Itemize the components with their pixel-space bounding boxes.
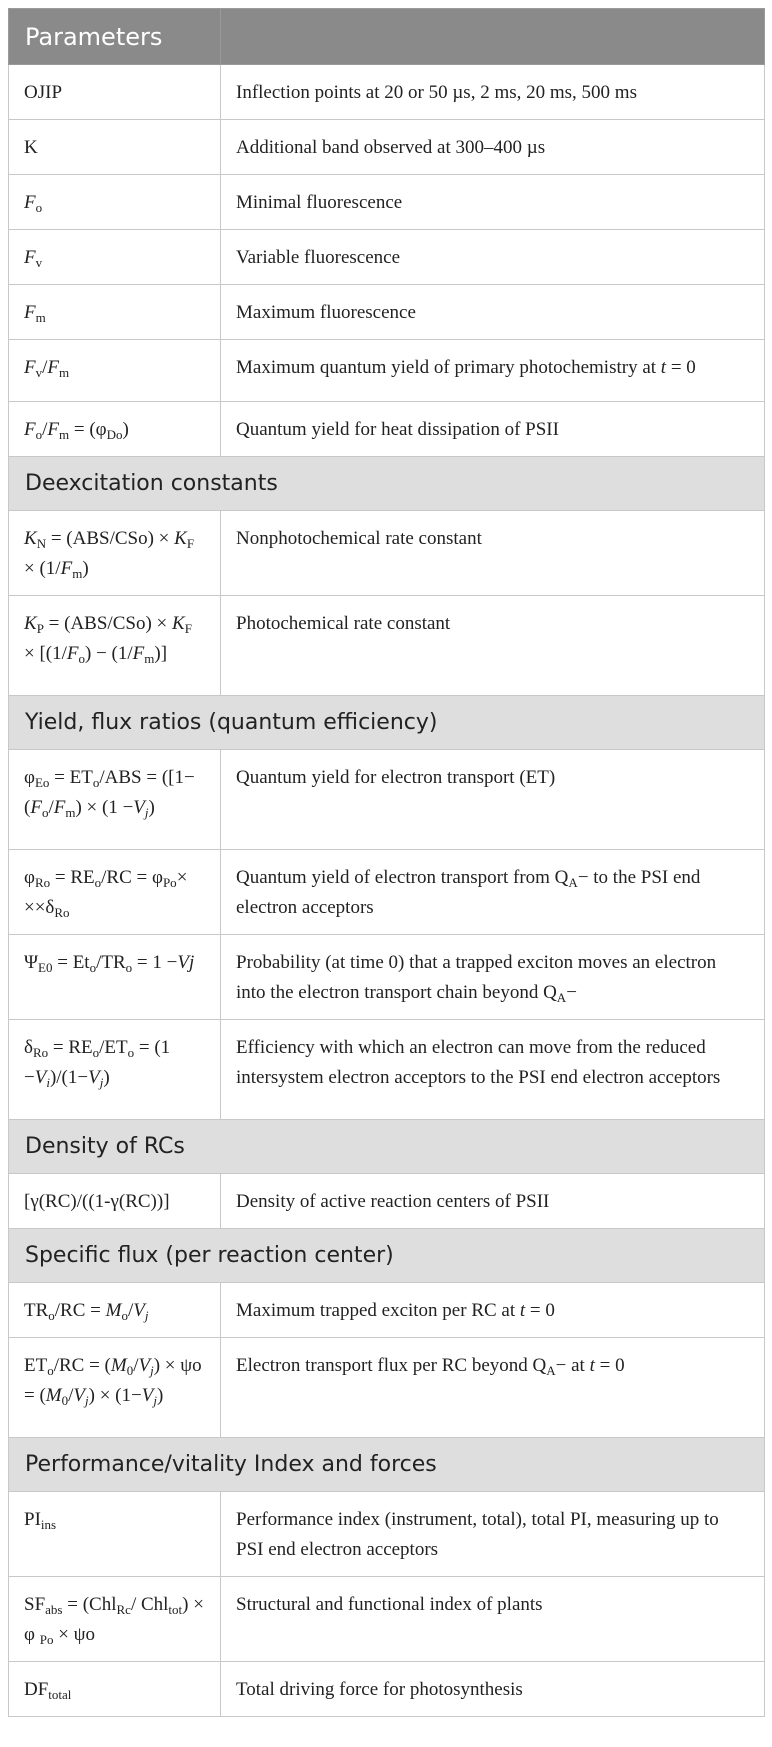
table-row: [9, 750, 765, 850]
table-row: [9, 511, 765, 596]
section-label: Specific flux (per reaction center): [9, 1229, 765, 1283]
parameter-cell: $\delta_{Ro} = RE_o/ET_o = (1 -V_i)/(1-V_j)$: [9, 1020, 221, 1120]
description-cell: Photochemical rate constant: [221, 596, 765, 696]
table-header-row: [9, 9, 765, 65]
parameter-cell: $F_v$: [9, 230, 221, 285]
parameter-cell: $K_P = (ABS/CSo) \times K_F \times [(1/F_o) - (1/F_m)]$: [9, 596, 221, 696]
parameter-cell: $\Psi_{E0} = Et_o/TR_o = 1 -Vj$: [9, 935, 221, 1020]
description-cell: Performance index (instrument, total), total PI, measuring up to PSI end electron acceptors: [221, 1492, 765, 1577]
table-row: [9, 175, 765, 230]
description-cell: Quantum yield for electron transport (ET): [221, 750, 765, 850]
parameter-cell: $PI_{ins}$: [9, 1492, 221, 1577]
description-cell: Probability (at time 0) that a trapped exciton moves an electron into the electron transport chain beyond $Q_A-$: [221, 935, 765, 1020]
description-cell: Electron transport flux per RC beyond $Q_A-$ at t = 0: [221, 1338, 765, 1438]
section-label: Deexcitation constants: [9, 457, 765, 511]
section-row: [9, 457, 765, 511]
description-cell: Maximum fluorescence: [221, 285, 765, 340]
description-cell: Inflection points at 20 or 50 µs, 2 ms, 20 ms, 500 ms: [221, 65, 765, 120]
parameter-cell: $F_v/F_m$: [9, 340, 221, 402]
table-row: [9, 285, 765, 340]
description-cell: Nonphotochemical rate constant: [221, 511, 765, 596]
table-row: [9, 850, 765, 935]
parameter-cell: OJIP: [9, 65, 221, 120]
description-cell: Quantum yield for heat dissipation of PSII: [221, 402, 765, 457]
parameter-cell: $F_m$: [9, 285, 221, 340]
parameter-cell: $TR_o/RC = M_o/V_j$: [9, 1283, 221, 1338]
parameter-cell: $ET_o/RC = (M_0/V_j) \times \psi o = (M_0/V_j) \times (1-V_j)$: [9, 1338, 221, 1438]
section-label: Yield, flux ratios (quantum efficiency): [9, 696, 765, 750]
description-cell: Maximum quantum yield of primary photochemistry at t = 0: [221, 340, 765, 402]
parameter-cell: $\varphi_{Eo} = ET_o/ABS = ([1-(F_o/F_m) \times (1 -V_j)$: [9, 750, 221, 850]
header-parameters: Parameters: [9, 9, 221, 65]
description-cell: Minimal fluorescence: [221, 175, 765, 230]
parameter-cell: $F_o$: [9, 175, 221, 230]
section-label: Density of RCs: [9, 1120, 765, 1174]
parameter-cell: K: [9, 120, 221, 175]
description-cell: Additional band observed at 300–400 µs: [221, 120, 765, 175]
parameter-cell: $\varphi_{Ro} = RE_o/RC = \varphi_{Po}\times \times\times\delta_{Ro}$: [9, 850, 221, 935]
table-row: [9, 1492, 765, 1577]
section-label: Performance/vitality Index and forces: [9, 1438, 765, 1492]
table-row: [9, 1338, 765, 1438]
description-cell: Density of active reaction centers of PSII: [221, 1174, 765, 1229]
section-row: [9, 1120, 765, 1174]
table-row: [9, 1020, 765, 1120]
table-row: [9, 1174, 765, 1229]
description-cell: Maximum trapped exciton per RC at t = 0: [221, 1283, 765, 1338]
table-row: [9, 596, 765, 696]
parameter-cell: $SF_{abs} = (Chl_{Rc}/$ Chl$_{tot}$) × φ $_{Po}$ × ψo: [9, 1577, 221, 1662]
header-empty: [221, 9, 765, 65]
table-body: [9, 65, 765, 1717]
section-row: [9, 1438, 765, 1492]
table-row: [9, 230, 765, 285]
table-row: [9, 935, 765, 1020]
description-cell: Total driving force for photosynthesis: [221, 1662, 765, 1717]
parameters-table: [8, 8, 765, 1717]
table-row: [9, 120, 765, 175]
parameter-cell: [γ(RC)/((1-γ(RC))]: [9, 1174, 221, 1229]
description-cell: Efficiency with which an electron can move from the reduced intersystem electron acceptors to the PSI end electron acceptors: [221, 1020, 765, 1120]
section-row: [9, 696, 765, 750]
description-cell: Quantum yield of electron transport from $Q_A-$ to the PSI end electron acceptors: [221, 850, 765, 935]
parameter-cell: $DF_{total}$: [9, 1662, 221, 1717]
section-row: [9, 1229, 765, 1283]
table-row: [9, 340, 765, 402]
table-row: [9, 1283, 765, 1338]
description-cell: Variable fluorescence: [221, 230, 765, 285]
table-row: [9, 402, 765, 457]
parameter-cell: $F_o/F_m = (\varphi_{Do})$: [9, 402, 221, 457]
description-cell: Structural and functional index of plants: [221, 1577, 765, 1662]
table-row: [9, 1577, 765, 1662]
table-row: [9, 65, 765, 120]
table-row: [9, 1662, 765, 1717]
parameter-cell: $K_N = (ABS/CSo) \times K_F \times (1/F_m)$: [9, 511, 221, 596]
